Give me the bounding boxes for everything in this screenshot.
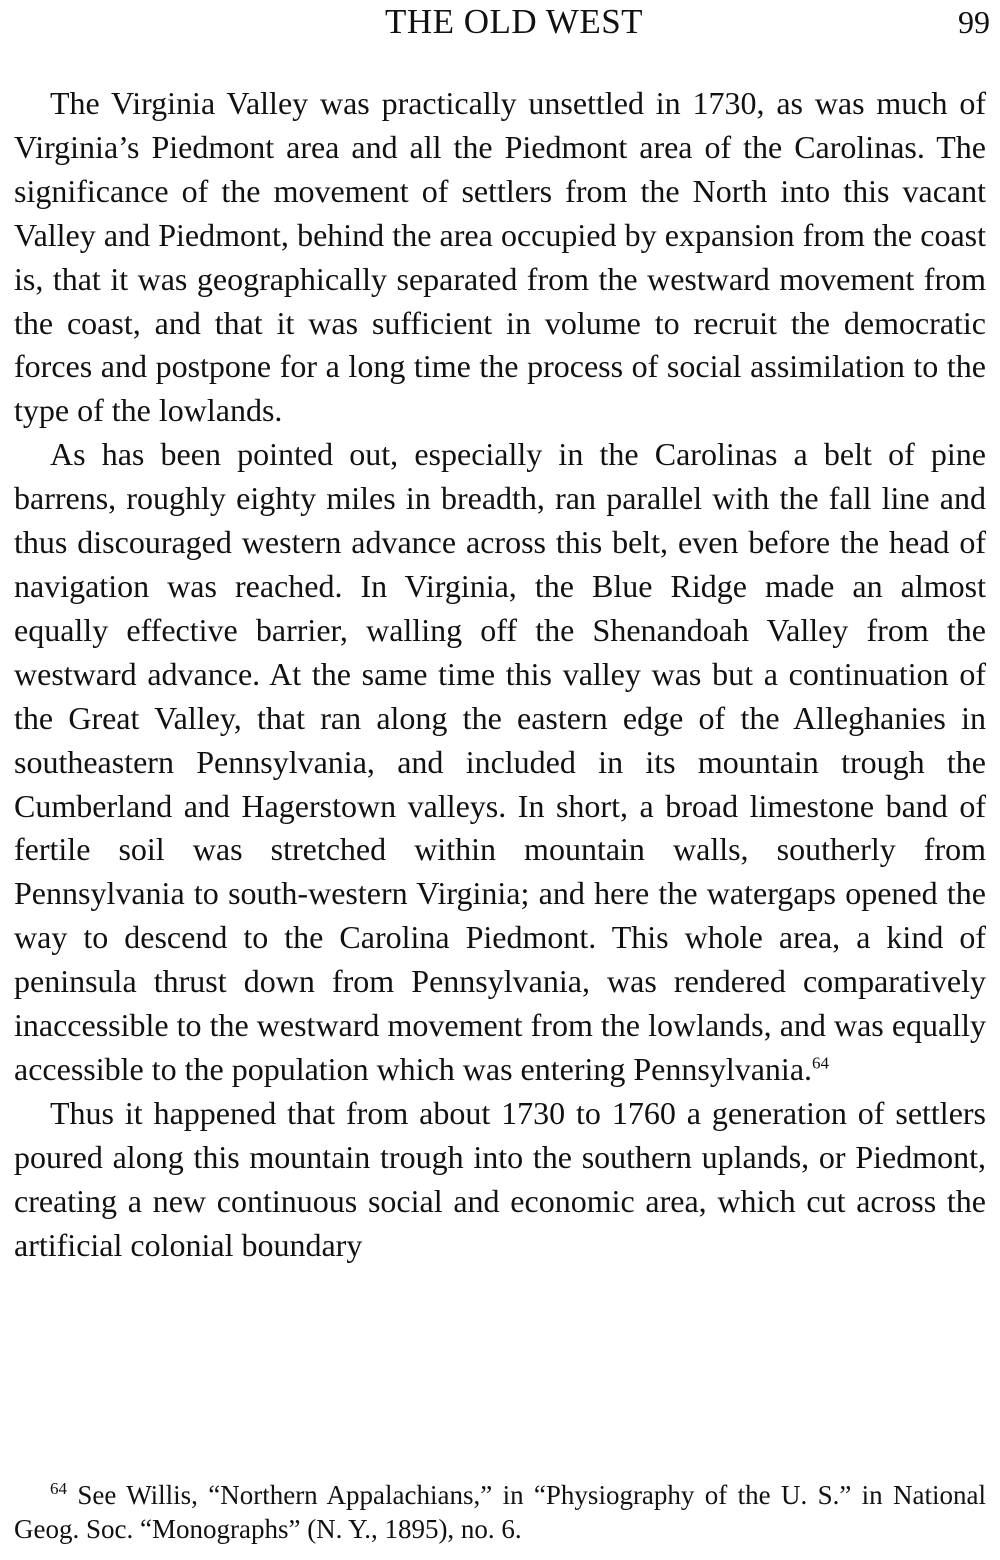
body-text [14,82,986,1267]
paragraph-3 [14,1092,986,1268]
footnote-text: See Willis, “Northern Appalachians,” in “Physiography of the U. S.” in National Geog. Soc. “Monographs” (N. Y., 1895), no. 6. [14,1480,986,1544]
running-head [14,2,990,42]
footnotes [14,1478,986,1546]
footnote-reference[interactable]: 64 [812,1053,830,1073]
running-title: THE OLD WEST [384,2,644,41]
paragraph-2 [14,433,986,1092]
footnote-marker: 64 [50,1479,67,1498]
paragraph-1-text: The Virginia Valley was practically unsettled in 1730, as was much of Virginia’s Piedmont area and all the Piedmont area of the Carolinas. The significance of the movement of settlers from the North into this vacant Valley and Piedmont, behind the area occupied by expansion from the coast is, that it was geographically separated from the westward movement from the coast, and that it was sufficient in volume to recruit the democratic forces and postpone for a long time the process of social assimilation to the type of the lowlands. [14,85,986,429]
paragraph-2-text: As has been pointed out, especially in the Carolinas a belt of pine barrens, roughly eighty miles in breadth, ran parallel with the fall line and thus discouraged western advance across this belt, even before the head of navigation was reached. In Virginia, the Blue Ridge made an almost equally effective barrier, walling off the Shenandoah Valley from the westward advance. At the same time this valley was but a continuation of the Great Valley, that ran along the eastern edge of the Alleghanies in southeastern Pennsylvania, and included in its mountain trough the Cumberland and Hagerstown valleys. In short, a broad limestone band of fertile soil was stretched within mountain walls, southerly from Pennsylvania to south-western Virginia; and here the watergaps opened the way to descend to the Carolina Piedmont. This whole area, a kind of peninsula thrust down from Pennsylvania, was rendered comparatively inaccessible to the westward movement from the lowlands, and was equally accessible to the population which was entering Pennsylvania. [14,436,986,1087]
page-number: 99 [958,4,990,40]
paragraph-3-text: Thus it happened that from about 1730 to 1760 a generation of settlers poured along this mountain trough into the southern uplands, or Piedmont, creating a new continuous social and economic area, which cut across the artificial colonial boundary [14,1094,986,1263]
footnote-64 [14,1478,986,1546]
paragraph-1 [14,82,986,433]
